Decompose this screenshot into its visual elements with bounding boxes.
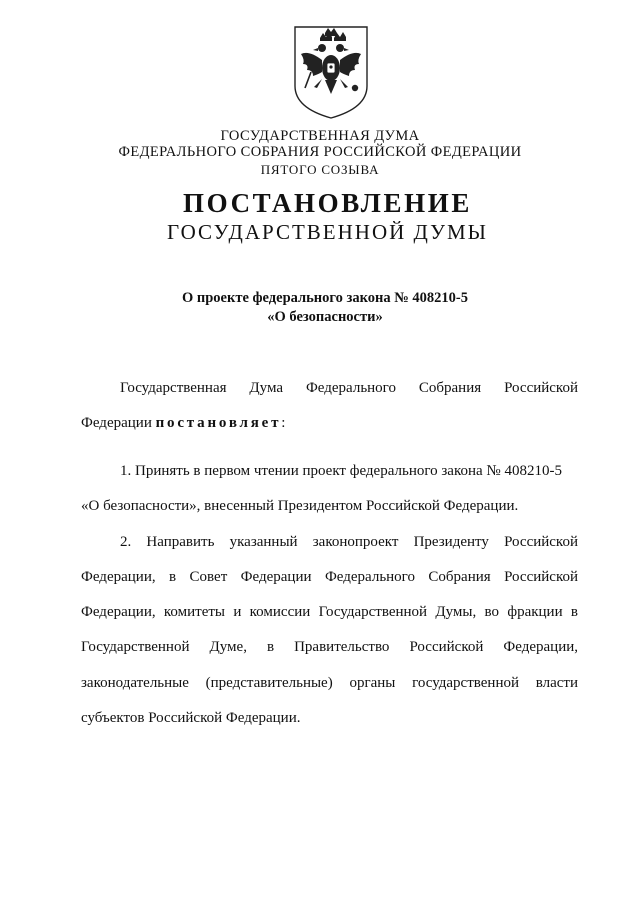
preamble-line-1: Государственная Дума Федерального Собрания Российской xyxy=(120,380,578,396)
org-line-3: ПЯТОГО СОЗЫВА xyxy=(260,162,380,177)
subject-line-2: «О безопасности» xyxy=(267,309,383,325)
item-2-line-4: Государственной Думе, в Правительство Российской Федерации, xyxy=(81,639,578,655)
org-line-1: ГОСУДАРСТВЕННАЯ ДУМА xyxy=(220,128,420,144)
item-1-line-1: 1. Принять в первом чтении проект федерального закона № 408210-5 xyxy=(120,463,562,479)
item-2-line-2: Федерации, в Совет Федерации Федерального Собрания Российской xyxy=(81,569,578,585)
item-2-line-1: 2. Направить указанный законопроект Президенту Российской xyxy=(120,534,578,550)
org-line-2: ФЕДЕРАЛЬНОГО СОБРАНИЯ РОССИЙСКОЙ ФЕДЕРАЦИИ xyxy=(118,144,522,160)
preamble-line-2 xyxy=(81,413,578,433)
document-type-title: ПОСТАНОВЛЕНИЕ xyxy=(183,188,472,218)
preamble-line-2-end: : xyxy=(281,415,286,431)
item-1-line-2: «О безопасности», внесенный Президентом Российской Федерации. xyxy=(81,498,519,514)
item-2-line-6: субъектов Российской Федерации. xyxy=(81,710,301,726)
resolves-word: постановляет xyxy=(155,415,282,431)
preamble-line-2-start: Федерации xyxy=(81,415,156,431)
document-issuer-title: ГОСУДАРСТВЕННОЙ ДУМЫ xyxy=(167,220,488,244)
subject-line-1: О проекте федерального закона № 408210-5 xyxy=(181,290,469,306)
item-2-line-5: законодательные (представительные) органы государственной власти xyxy=(81,675,578,691)
item-2-line-3: Федерации, комитеты и комиссии Государственной Думы, во фракции в xyxy=(81,604,578,620)
russian-double-headed-eagle-icon xyxy=(291,24,371,120)
